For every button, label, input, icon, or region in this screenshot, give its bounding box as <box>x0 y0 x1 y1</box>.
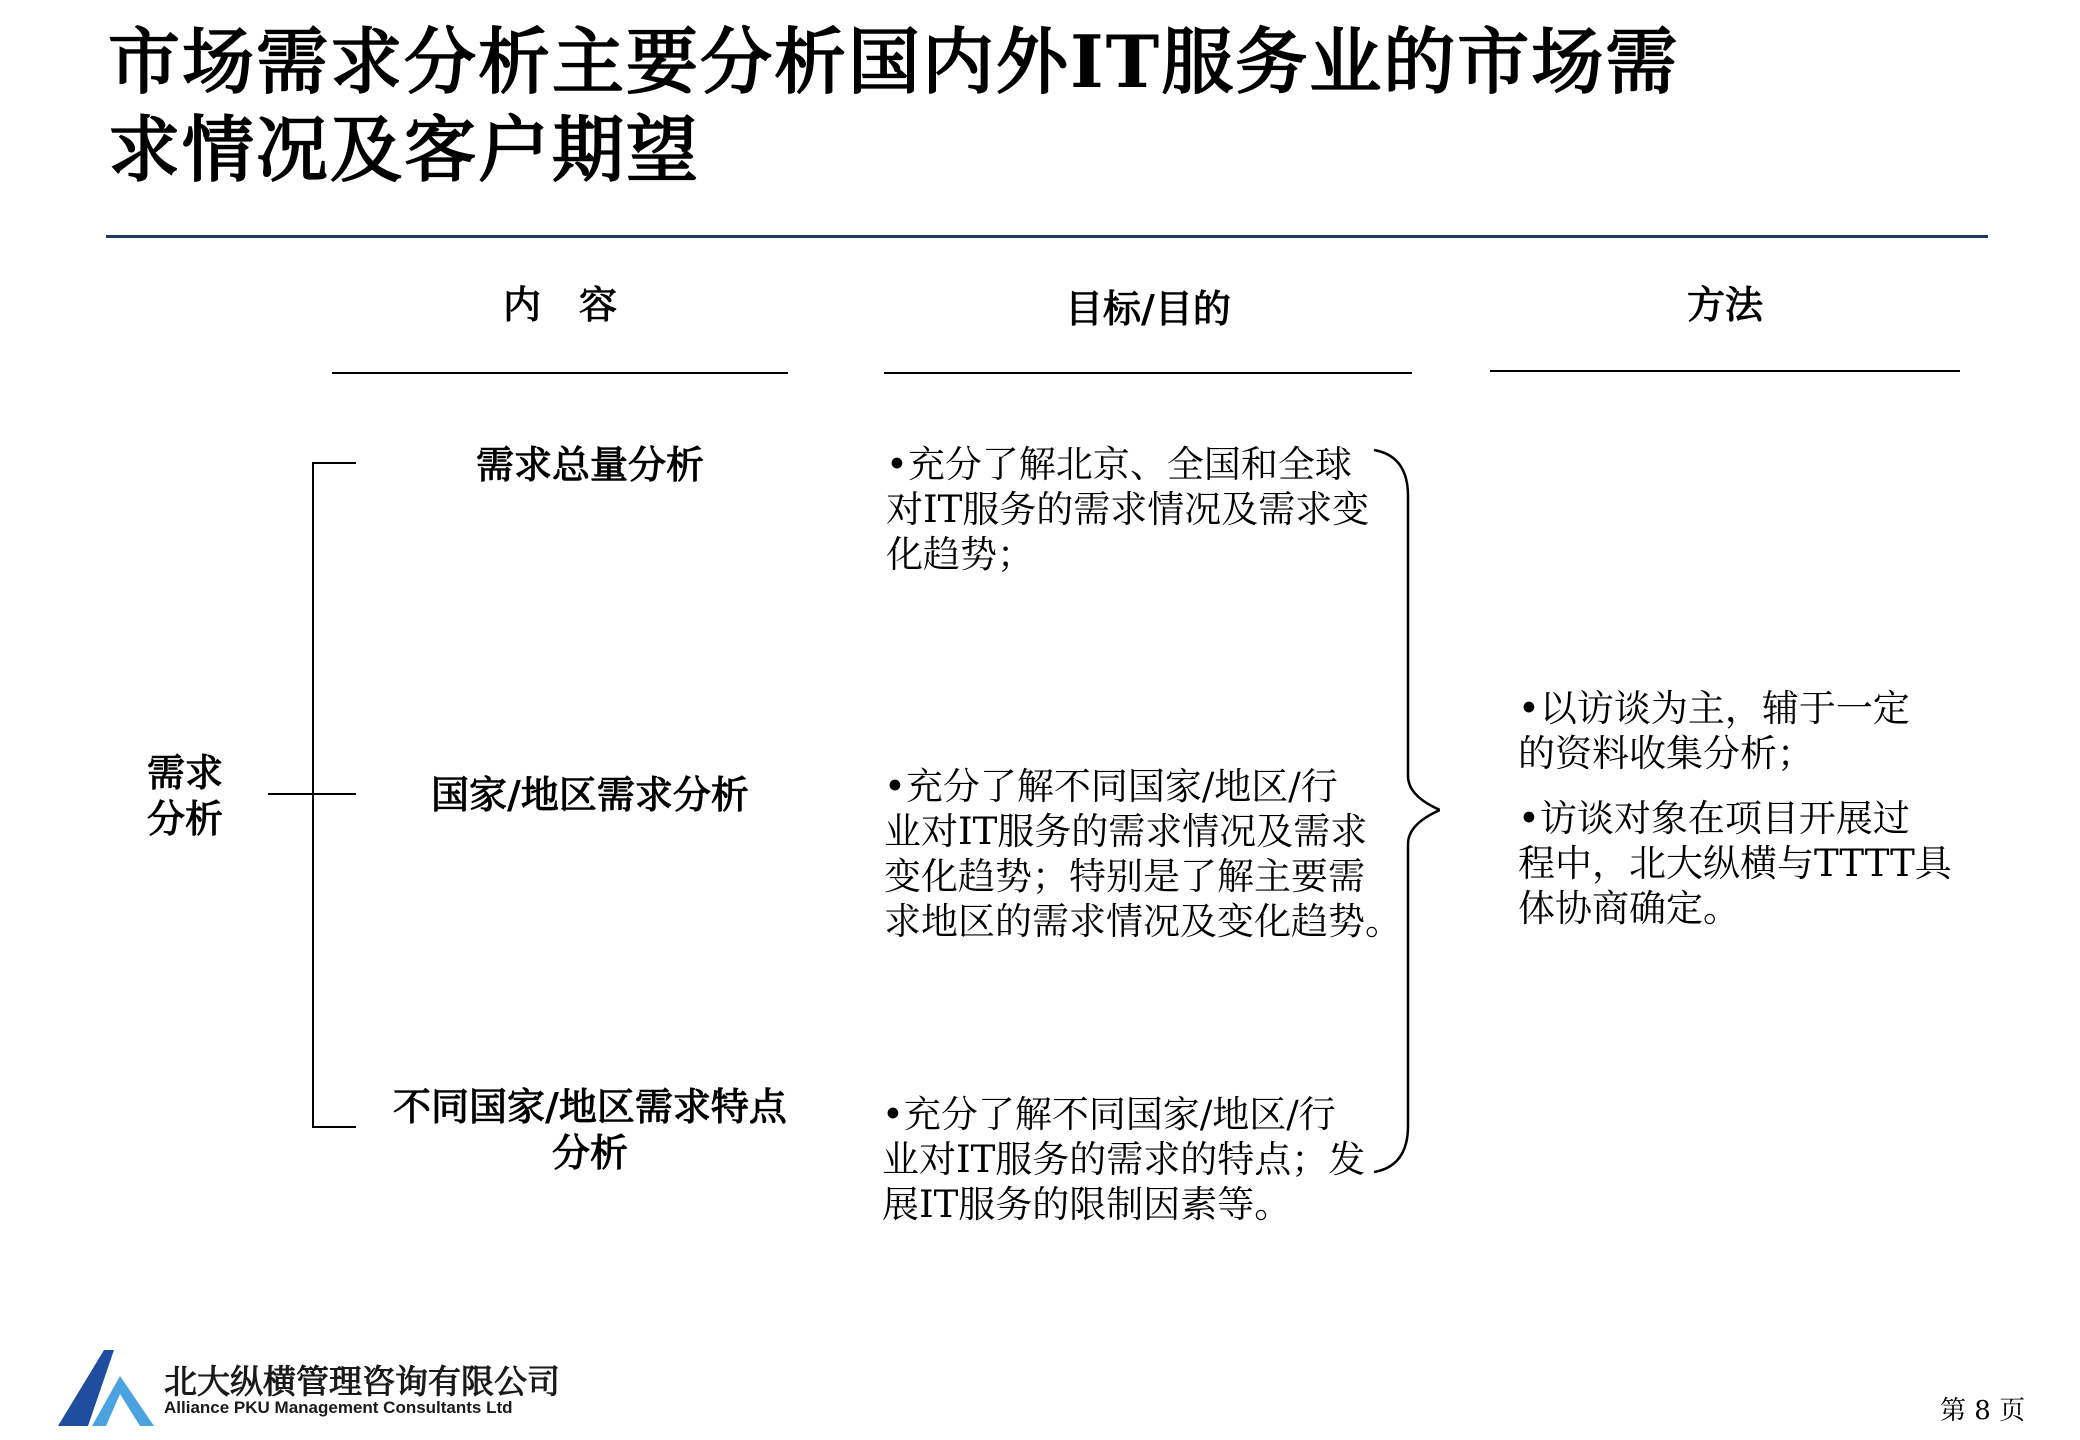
goal-text-1 <box>886 442 1406 577</box>
page-title <box>108 18 1808 194</box>
column-rule-goal <box>884 372 1412 374</box>
column-rule-content <box>332 372 788 374</box>
item-label-3-line-2: 分析 <box>551 1130 628 1175</box>
tree-branch-1 <box>312 462 356 464</box>
method-text-1 <box>1518 686 1988 776</box>
tree-branch-3 <box>312 1126 356 1128</box>
goal-text-3-line-2: 业对IT服务的需求的特点；发 <box>882 1138 1366 1181</box>
page-number: 第 8 页 <box>1940 1396 2026 1426</box>
title-divider <box>106 235 1988 238</box>
column-header-goal: 目标/目的 <box>1065 286 1231 331</box>
method-text-2-line-3: 体协商确定。 <box>1518 887 1740 930</box>
goal-text-1-line-2: 对IT服务的需求情况及需求变 <box>886 488 1370 531</box>
column-rule-method <box>1490 370 1960 372</box>
goal-text-1-line-1: •充分了解北京、全国和全球 <box>886 443 1352 486</box>
page-title-line-2: 求情况及客户期望 <box>108 107 701 192</box>
root-label <box>130 750 240 842</box>
goal-text-2 <box>884 764 1404 944</box>
goal-text-2-line-3: 变化趋势；特别是了解主要需 <box>884 855 1365 898</box>
company-logo-icon <box>58 1346 158 1430</box>
method-text-1-line-1: •以访谈为主，辅于一定 <box>1518 687 1910 730</box>
method-text-2-line-1: •访谈对象在项目开展过 <box>1518 797 1910 840</box>
item-label-2-line-1: 国家/地区需求分析 <box>431 772 749 817</box>
goal-text-1-line-3: 化趋势； <box>886 533 1034 576</box>
method-text-2-line-2: 程中，北大纵横与TTTT具 <box>1518 842 1952 885</box>
column-header-method: 方法 <box>1686 282 1763 327</box>
company-name-en: Alliance PKU Management Consultants Ltd <box>164 1398 513 1417</box>
goal-text-2-line-2: 业对IT服务的需求情况及需求 <box>884 810 1368 853</box>
goal-text-3-line-3: 展IT服务的限制因素等。 <box>882 1183 1292 1226</box>
method-text-2 <box>1518 796 1988 931</box>
page-title-line-1: 市场需求分析主要分析国内外IT服务业的市场需 <box>108 19 1680 104</box>
column-header-content: 内 容 <box>502 282 617 327</box>
item-label-3-line-1: 不同国家/地区需求特点 <box>393 1084 787 1129</box>
item-label-3 <box>370 1084 810 1176</box>
goal-text-2-line-4: 求地区的需求情况及变化趋势。 <box>884 900 1402 943</box>
curly-brace <box>1370 446 1440 1176</box>
item-label-2 <box>370 772 810 818</box>
item-label-1-line-1: 需求总量分析 <box>475 442 704 487</box>
method-text-1-line-2: 的资料收集分析； <box>1518 732 1814 775</box>
root-label-line-2: 分析 <box>146 796 223 841</box>
item-label-1 <box>370 442 810 488</box>
root-label-line-1: 需求 <box>146 750 223 795</box>
company-name-cn: 北大纵横管理咨询有限公司 <box>164 1362 560 1401</box>
tree-trunk <box>312 462 314 1128</box>
goal-text-3-line-1: •充分了解不同国家/地区/行 <box>882 1093 1336 1136</box>
goal-text-3 <box>882 1092 1402 1227</box>
goal-text-2-line-1: •充分了解不同国家/地区/行 <box>884 765 1338 808</box>
